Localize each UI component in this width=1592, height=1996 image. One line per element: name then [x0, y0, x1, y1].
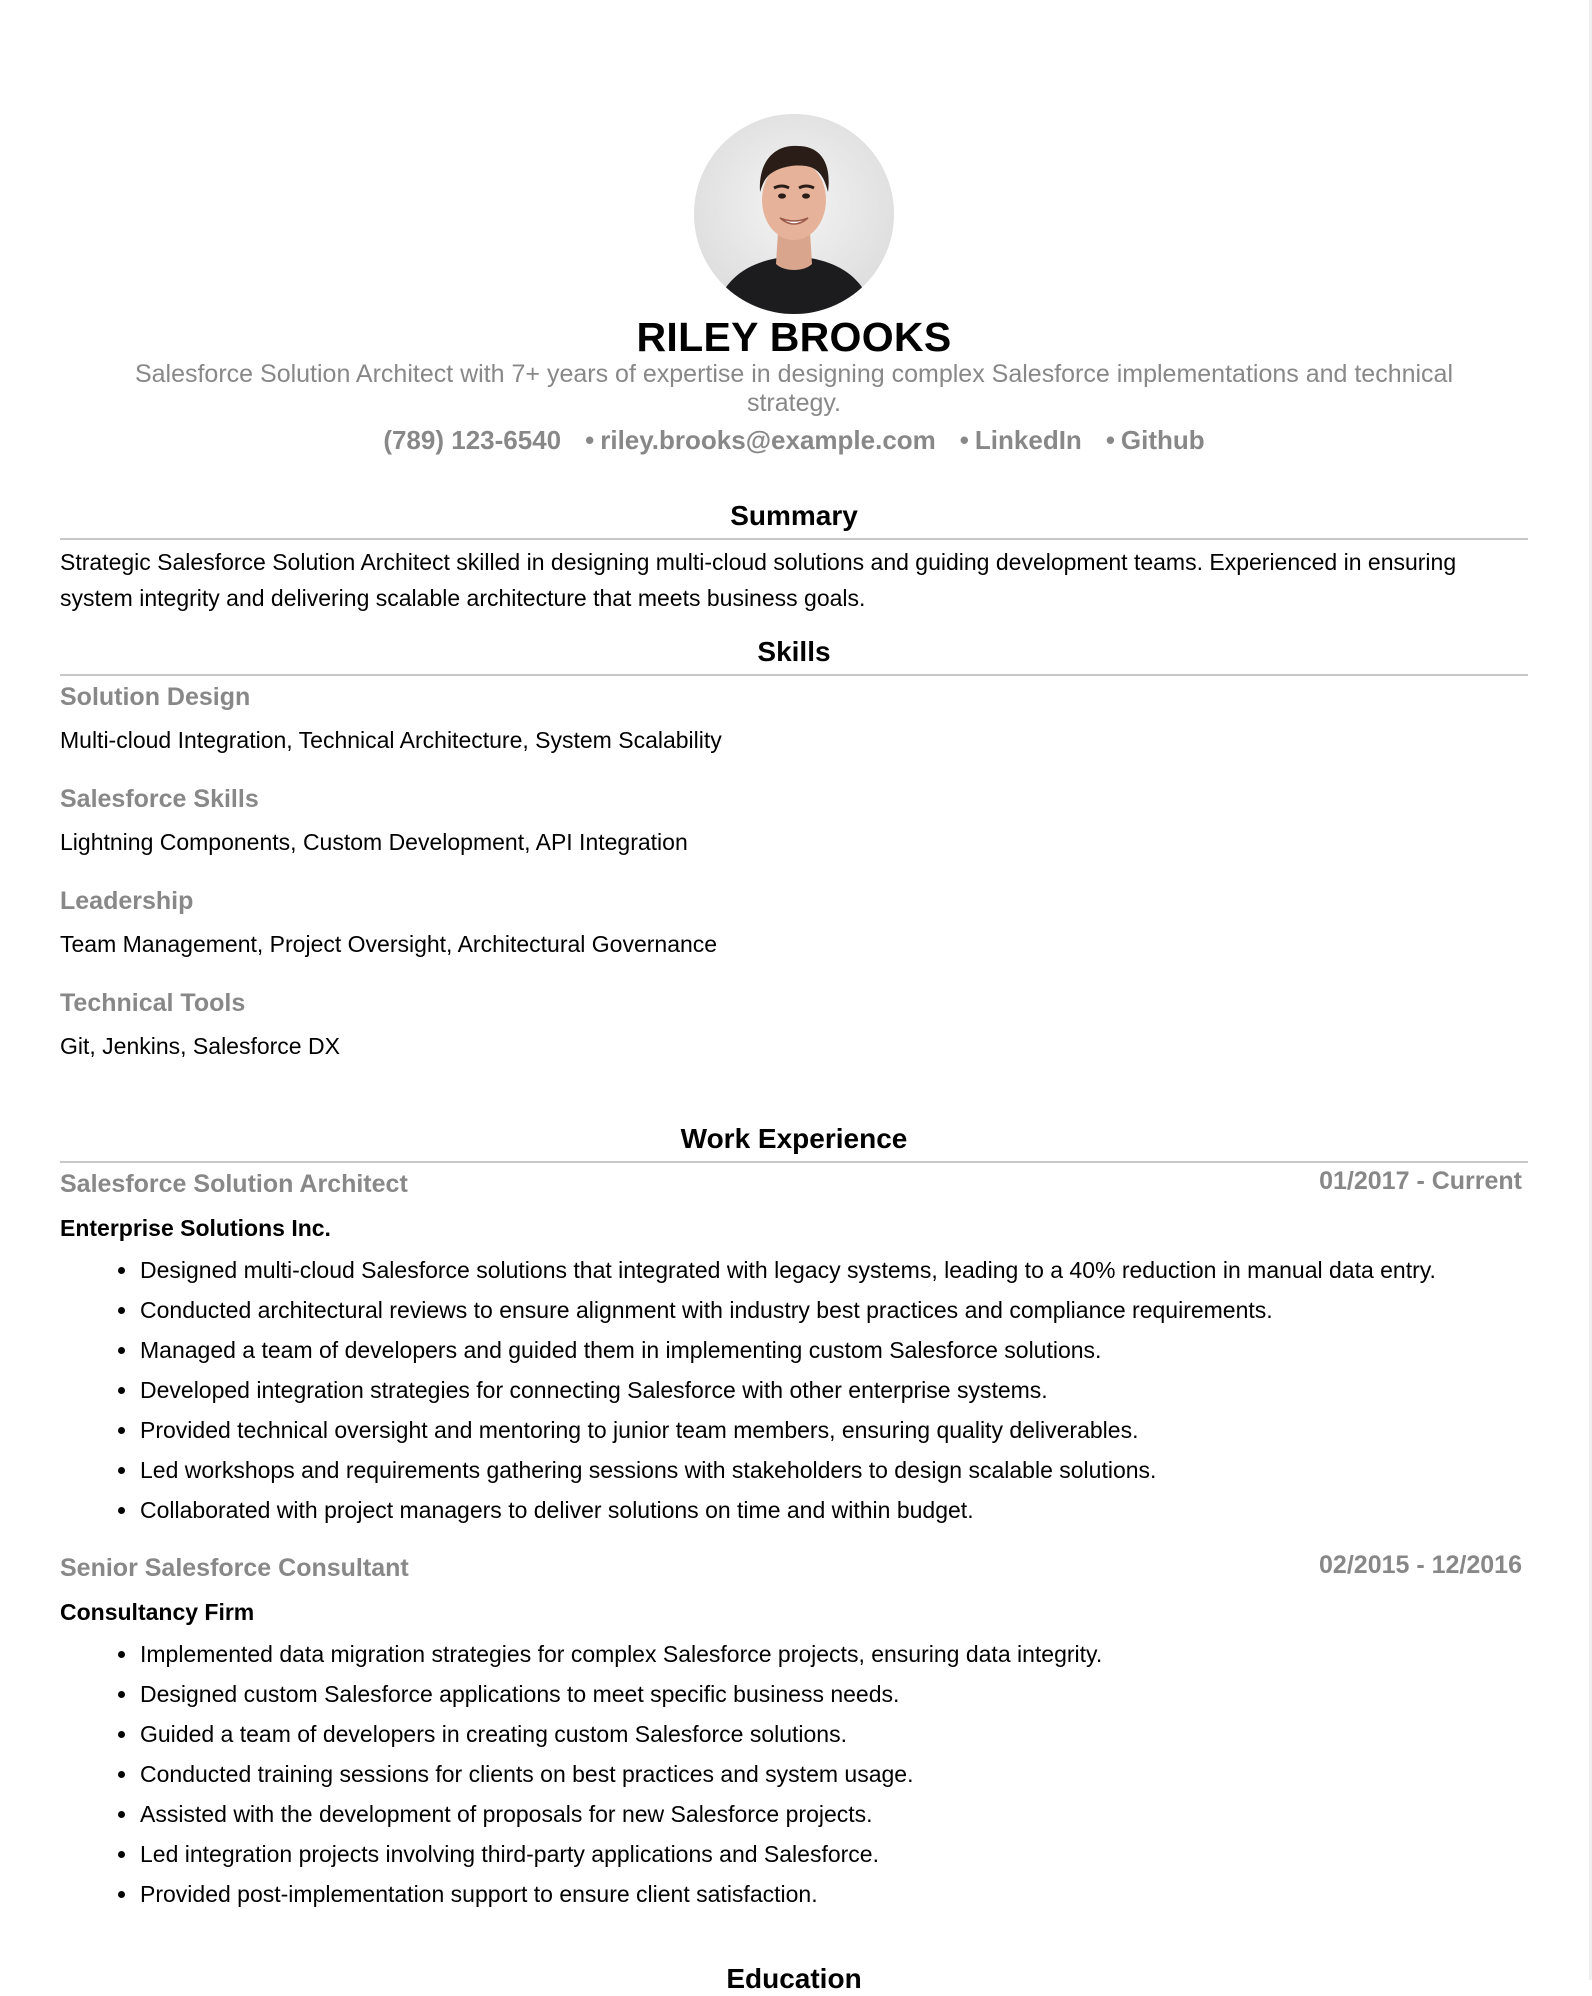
section-divider	[60, 538, 1528, 540]
job-title: Salesforce Solution Architect	[60, 1170, 408, 1198]
section-title-skills: Skills	[757, 636, 831, 667]
headline-line: strategy.	[746, 389, 842, 417]
list-item: Developed integration strategies for connecting Salesforce with other enterprise systems.	[60, 1370, 1528, 1410]
list-item: Designed custom Salesforce applications to meet specific business needs.	[60, 1674, 1528, 1714]
job-dates: 01/2017 - Current	[1319, 1167, 1522, 1195]
list-item: Led workshops and requirements gathering sessions with stakeholders to design scalable solutions.	[60, 1450, 1528, 1490]
summary-text: Strategic Salesforce Solution Architect skilled in designing multi-cloud solutions and guiding development teams. Experienced in ensuring system integrity and delivering scalable architecture that meets business goals.	[60, 549, 1457, 611]
section-title-work-experience: Work Experience	[680, 1123, 908, 1154]
list-item: Managed a team of developers and guided them in implementing custom Salesforce solutions.	[60, 1330, 1528, 1370]
list-item: Conducted architectural reviews to ensure alignment with industry best practices and compliance requirements.	[60, 1290, 1528, 1330]
job-bullets	[60, 1634, 1528, 1914]
phone-number[interactable]: (789) 123-6540	[383, 425, 562, 455]
section-title-summary: Summary	[730, 500, 858, 531]
skill-items: Git, Jenkins, Salesforce DX	[60, 1033, 340, 1059]
skill-category: Technical Tools	[60, 989, 246, 1017]
profile-photo	[694, 114, 894, 314]
list-item: Designed multi-cloud Salesforce solutions that integrated with legacy systems, leading to a 40% reduction in manual data entry.	[60, 1250, 1528, 1290]
list-item: Provided technical oversight and mentoring to junior team members, ensuring quality deliverables.	[60, 1410, 1528, 1450]
job-dates: 02/2015 - 12/2016	[1319, 1551, 1522, 1579]
separator-bullet: •	[1105, 425, 1115, 455]
linkedin-link[interactable]: LinkedIn	[974, 425, 1082, 455]
contact-info	[60, 424, 1528, 456]
section-divider	[60, 674, 1528, 676]
section-divider	[60, 1161, 1528, 1163]
skill-category: Leadership	[60, 887, 194, 915]
company-name: Enterprise Solutions Inc.	[60, 1215, 331, 1241]
list-item: Led integration projects involving third-party applications and Salesforce.	[60, 1834, 1528, 1874]
list-item: Implemented data migration strategies for complex Salesforce projects, ensuring data integrity.	[60, 1634, 1528, 1674]
email-link[interactable]: riley.brooks@example.com	[600, 425, 936, 455]
list-item: Provided post-implementation support to ensure client satisfaction.	[60, 1874, 1528, 1914]
separator-bullet: •	[959, 425, 969, 455]
skill-items: Team Management, Project Oversight, Architectural Governance	[60, 931, 718, 957]
job-title: Senior Salesforce Consultant	[60, 1554, 409, 1582]
section-title-education: Education	[726, 1963, 862, 1994]
github-link[interactable]: Github	[1120, 425, 1205, 455]
skill-category: Salesforce Skills	[60, 785, 259, 813]
list-item: Conducted training sessions for clients on best practices and system usage.	[60, 1754, 1528, 1794]
headline-line: Salesforce Solution Architect with 7+ years of expertise in designing complex Salesforce implementations and technical	[134, 360, 1454, 388]
skill-items: Multi-cloud Integration, Technical Architecture, System Scalability	[60, 727, 722, 753]
job-bullets	[60, 1250, 1528, 1530]
list-item: Assisted with the development of proposals for new Salesforce projects.	[60, 1794, 1528, 1834]
skill-items: Lightning Components, Custom Development, API Integration	[60, 829, 688, 855]
separator-bullet: •	[585, 425, 595, 455]
candidate-name: RILEY BROOKS	[636, 314, 952, 360]
list-item: Guided a team of developers in creating custom Salesforce solutions.	[60, 1714, 1528, 1754]
skill-category: Solution Design	[60, 683, 251, 711]
list-item: Collaborated with project managers to deliver solutions on time and within budget.	[60, 1490, 1528, 1530]
headline	[60, 360, 1528, 418]
company-name: Consultancy Firm	[60, 1599, 255, 1625]
